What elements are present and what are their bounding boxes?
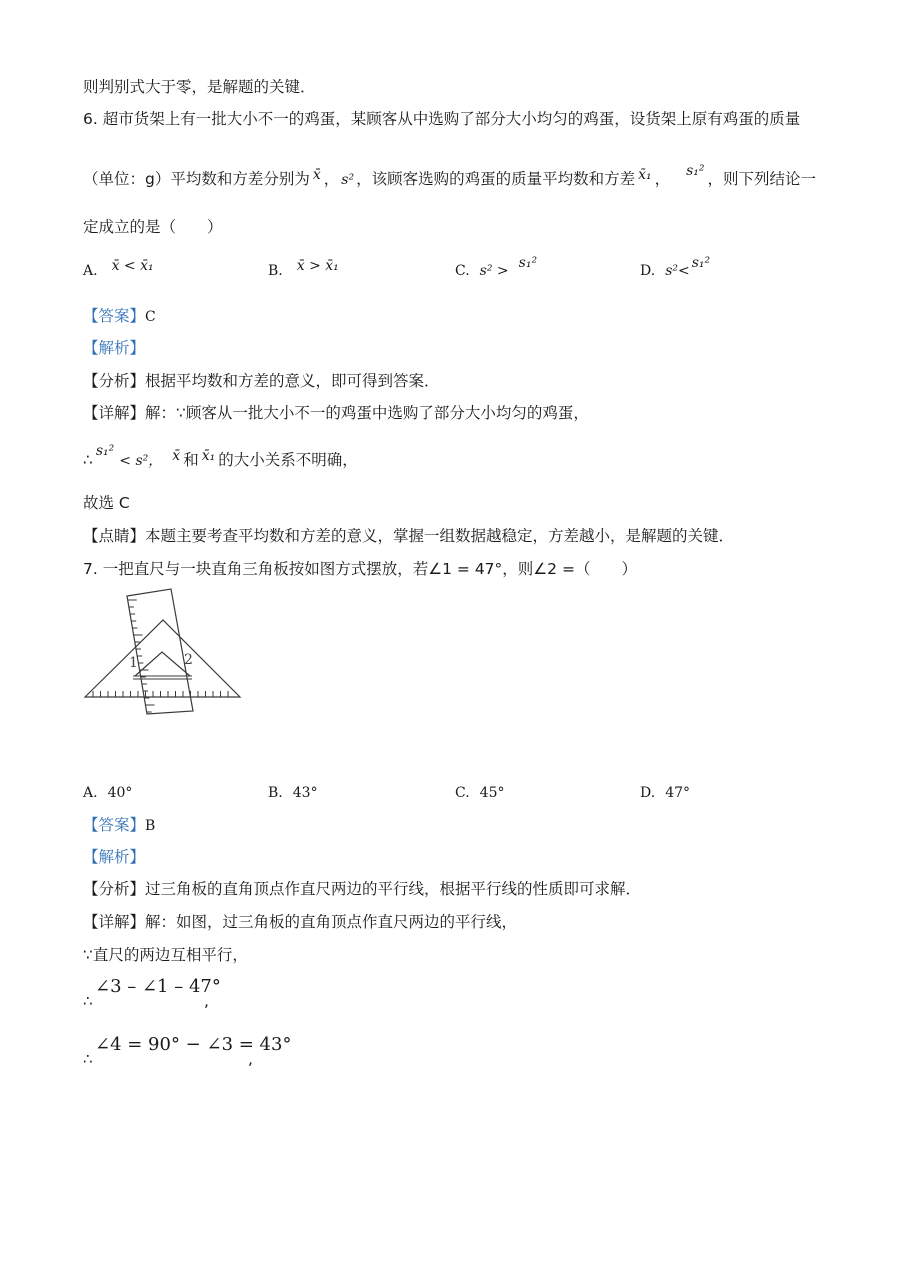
conclusion-text: < s²， bbox=[119, 453, 163, 469]
option-label: A. bbox=[83, 263, 98, 279]
answer-label: 【答案】 bbox=[83, 816, 146, 834]
q6-stem-text: （单位：g）平均数和方差分别为 bbox=[83, 170, 310, 188]
q6-xiangjie: 【详解】解：∵顾客从一批大小不一的鸡蛋中选购了部分大小均匀的鸡蛋， bbox=[83, 404, 589, 422]
q6-fenxi: 【分析】根据平均数和方差的意义，即可得到答案． bbox=[83, 372, 440, 390]
option-value: 47° bbox=[665, 785, 691, 801]
option-expression: s²< bbox=[665, 263, 690, 279]
option-label: C. bbox=[455, 785, 470, 801]
q6-stem-line2 bbox=[83, 163, 817, 190]
option-label: B. bbox=[268, 785, 283, 801]
q7-fenxi: 【分析】过三角板的直角顶点作直尺两边的平行线，根据平行线的性质即可求解． bbox=[83, 880, 642, 898]
step1-equation: ∠3 – ∠1 – 47° bbox=[95, 976, 221, 997]
mean-symbol: x̄ bbox=[172, 448, 181, 464]
q6-option-b bbox=[268, 260, 342, 281]
selected-mean-symbol: x̄₁ bbox=[201, 448, 216, 464]
option-label: C. bbox=[455, 263, 470, 279]
q7-option-b bbox=[268, 782, 318, 803]
q6-stem-text: ，则下列结论一 bbox=[707, 170, 817, 188]
therefore-symbol: ∴ bbox=[83, 1050, 93, 1068]
q6-option-d bbox=[640, 255, 713, 281]
q6-stem-text: ， bbox=[323, 170, 340, 188]
q7-option-d bbox=[640, 782, 690, 803]
q7-since: ∵直尺的两边互相平行， bbox=[83, 946, 248, 964]
q6-stem-line3: 定成立的是（ ） bbox=[83, 218, 223, 236]
q7-analysis-label: 【解析】 bbox=[83, 848, 146, 866]
step2-equation: ∠4 = 90° − ∠3 = 43° bbox=[95, 1034, 292, 1055]
q7-step2 bbox=[83, 1035, 303, 1071]
q6-stem-text: ， bbox=[654, 170, 671, 188]
option-expression-variance: s₁² bbox=[518, 255, 538, 271]
q7-answer bbox=[83, 815, 155, 836]
set-square-scale-ticks bbox=[93, 691, 228, 697]
angle-1-label: 1 bbox=[129, 655, 138, 671]
step1-comma: , bbox=[204, 992, 209, 1010]
therefore-symbol: ∴ bbox=[83, 451, 93, 469]
previous-question-tail: 则判别式大于零，是解题的关键． bbox=[83, 78, 316, 96]
q6-conclusion bbox=[83, 443, 358, 471]
q7-xiangjie: 【详解】解：如图，过三角板的直角顶点作直尺两边的平行线， bbox=[83, 913, 518, 931]
angle-2-label: 2 bbox=[184, 652, 193, 668]
option-label: D. bbox=[640, 785, 656, 801]
option-label: D. bbox=[640, 263, 656, 279]
q7-option-a bbox=[83, 782, 132, 803]
q7-stem: 7. 一把直尺与一块直角三角板按如图方式摆放，若∠1 = 47°，则∠2 =（ ） bbox=[83, 560, 637, 578]
q7-step1 bbox=[83, 977, 283, 1013]
q6-stem-text: ，该顾客选购的鸡蛋的质量平均数和方差 bbox=[356, 170, 636, 188]
q6-selected-mean-symbol: x̄₁ bbox=[638, 167, 652, 183]
q6-dianjing: 【点睛】本题主要考查平均数和方差的意义，掌握一组数据越稳定，方差越小，是解题的关键． bbox=[83, 527, 735, 545]
q6-answer bbox=[83, 306, 156, 327]
answer-label: 【答案】 bbox=[83, 307, 146, 325]
step2-comma: , bbox=[248, 1050, 253, 1068]
q6-selected-variance-symbol: s₁² bbox=[686, 163, 705, 179]
ruler-and-set-square-figure bbox=[83, 587, 245, 719]
q7-option-c bbox=[455, 782, 505, 803]
option-expression: x̄ < x̄₁ bbox=[111, 258, 154, 274]
answer-value: C bbox=[145, 309, 156, 325]
q6-variance-symbol: s² bbox=[341, 172, 355, 188]
q6-mean-symbol: x̄ bbox=[312, 167, 321, 183]
therefore-symbol: ∴ bbox=[83, 992, 93, 1010]
option-expression: s² > bbox=[479, 263, 509, 279]
option-expression-variance: s₁² bbox=[691, 255, 711, 271]
q6-option-c bbox=[455, 255, 540, 281]
conclusion-text: 的大小关系不明确， bbox=[218, 451, 358, 469]
option-value: 45° bbox=[479, 785, 505, 801]
option-value: 43° bbox=[292, 785, 318, 801]
conclusion-text: 和 bbox=[183, 451, 199, 469]
option-label: B. bbox=[268, 263, 283, 279]
option-label: A. bbox=[83, 785, 98, 801]
selected-variance-symbol: s₁² bbox=[95, 443, 115, 459]
option-expression: x̄ > x̄₁ bbox=[296, 258, 339, 274]
q6-option-a bbox=[83, 260, 157, 281]
answer-value: B bbox=[145, 818, 156, 834]
set-square-inner bbox=[135, 652, 190, 676]
option-value: 40° bbox=[107, 785, 133, 801]
q6-analysis-label: 【解析】 bbox=[83, 339, 146, 357]
set-square-outer bbox=[85, 620, 240, 697]
q6-stem-line1: 6. 超市货架上有一批大小不一的鸡蛋，某顾客从中选购了部分大小均匀的鸡蛋，设货架上原有鸡蛋的质量 bbox=[83, 110, 801, 128]
q6-choose: 故选 C bbox=[83, 494, 130, 512]
